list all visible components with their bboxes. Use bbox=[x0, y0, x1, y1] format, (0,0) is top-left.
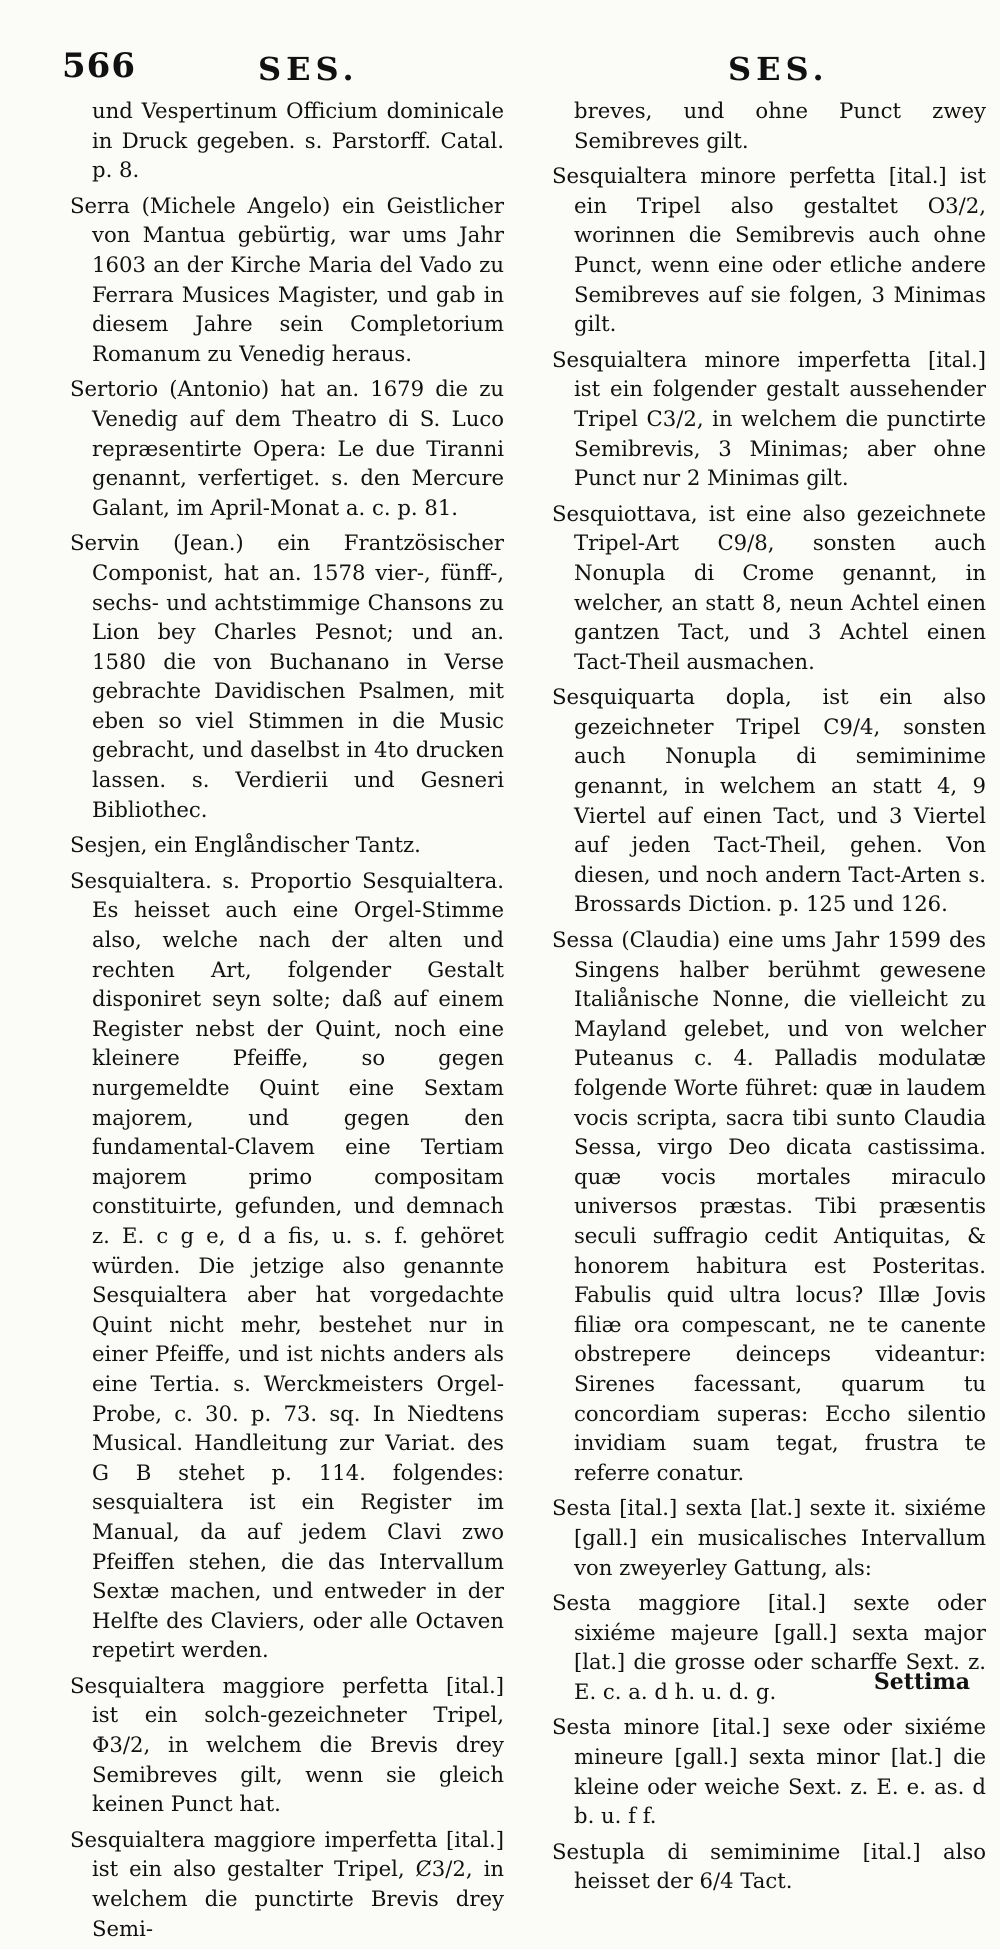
page-header bbox=[0, 40, 1000, 100]
page-number: 566 bbox=[62, 46, 136, 86]
entry-text: Servin (Jean.) ein Frantzösischer Componist, hat an. 1578 vier-, fünff-, sechs- und achtstimmige Chansons zu Lion bey Charles Pesnot; und an. 1580 die von Buchanano in Verse gebrachte Davidischen Psalmen, mit eben so viel Stimmen in die Music gebracht, und daselbst in 4to drucken lassen. s. Verdierii und Gesneri Bibliothec. bbox=[70, 530, 504, 822]
catchword: Settima bbox=[873, 1669, 970, 1695]
entry-text: Sesta minore [ital.] sexe oder sixiéme mineure [gall.] sexta minor [lat.] die kleine oder weiche Sext. z. E. e. as. d b. u. f f. bbox=[552, 1714, 986, 1829]
entry-text: Sesquialtera. s. Proportio Sesquialtera. Es heisset auch eine Orgel-Stimme also, welche nach der alten und rechten Art, folgender Gestalt disponiret seyn solte; daß auf einem Register nebst der Quint, noch eine kleinere Pfeiffe, so gegen nurgemeldte Quint eine Sextam majorem, und gegen den fundamental-Clavem eine Tertiam majorem primo compositam constituirte, gefunden, und demnach z. E. c g e, d a fis, u. s. f. gehöret würden. Die jetzige also genannte Sesquialtera aber hat vorgedachte Quint nicht mehr, bestehet nur in einer Pfeiffe, und ist nichts anders als eine Tertia. s. Werckmeisters Orgel-Probe, c. 30. p. 73. sq. In Niedtens Musical. Handleitung zur Variat. des G B stehet p. 114. folgendes: sesquialtera ist ein Register im Manual, da auf jedem Clavi zwo Pfeiffen stehen, die das Intervallum Sextæ machen, und entweder in der Helfte des Claviers, oder alle Octaven repetirt werden. bbox=[70, 867, 504, 1663]
entry-text: Serra (Michele Angelo) ein Geistlicher von Mantua gebürtig, war ums Jahr 1603 an der Kirche Maria del Vado zu Ferrara Musices Magister, und gab in diesem Jahre sein Completorium Romanum zu Venedig heraus. bbox=[70, 192, 504, 366]
entry-text: breves, und ohne Punct zwey Semibreves gilt. bbox=[574, 98, 986, 153]
entry-text: und Vespertinum Officium dominicale in Druck gegeben. s. Parstorff. Catal. p. 8. bbox=[92, 98, 504, 183]
entry-text: Sesta maggiore [ital.] sexte oder sixiéme majeure [gall.] sexta major [lat.] die grosse oder scharffe Sext. z. E. c. a. d h. u. d. g. bbox=[552, 1590, 986, 1704]
entry-text: Sessa (Claudia) eine ums Jahr 1599 des Singens halber berühmt gewesene Italiånische Nonne, die vielleicht zu Mayland gelebet, und von welcher Puteanus c. 4. Palladis modulatæ folgende Worte führet: quæ in laudem vocis scripta, sacra tibi sunto Claudia Sessa, virgo Deo dicata castissima. quæ vocis mortales miraculo universos præstas. Tibi præsentis seculi suffragio cedit Antiquitas, & honorem habitura est Posteritas. Fabulis quid ultra locus? Illæ Jovis filiæ ora compescant, ne te canente obstrepere deinceps videantur: Sirenes facessant, quarum tu concordiam superas: Eccho silentio invidiam suam tegat, frustra te referre conatur. bbox=[552, 927, 986, 1485]
entry-text: Sesquiottava, ist eine also gezeichnete Tripel-Art C9/8, sonsten auch Nonupla di Crome genannt, in welcher, an statt 8, neun Achtel einen gantzen Tact, und 3 Achtel einen Tact-Theil ausmachen. bbox=[552, 500, 986, 674]
entry-text: Sesjen, ein Englåndischer Tantz. bbox=[70, 832, 421, 858]
entry-text: Sesquialtera maggiore perfetta [ital.] ist ein solch-gezeichneter Tripel, Φ3/2, in welchem die Brevis drey Semibreves gilt, wenn sie gleich keinen Punct hat. bbox=[70, 1672, 504, 1817]
entry-text: Sesquialtera minore imperfetta [ital.] ist ein folgender gestalt aussehender Tripel C3/2, in welchem die punctirte Semibrevis, 3 Minimas; aber ohne Punct nur 2 Minimas gilt. bbox=[552, 346, 986, 491]
right-column bbox=[552, 96, 986, 1902]
entry-text: Sesquiquarta dopla, ist ein also gezeichneter Tripel C9/4, sonsten auch Nonupla di semiminime genannt, in welchem an statt 4, 9 Viertel auf einen Tact, und 3 Viertel auf jeden Tact-Theil, gehen. Von diesen, und noch andern Tact-Arten s. Brossards Diction. p. 125 und 126. bbox=[552, 684, 986, 917]
running-head-left: SES. bbox=[258, 50, 359, 88]
entry-text: Sestupla di semiminime [ital.] also heisset der 6/4 Tact. bbox=[552, 1838, 986, 1894]
entry-text: Sesta [ital.] sexta [lat.] sexte it. sixiéme [gall.] ein musicalisches Intervallum von zweyerley Gattung, als: bbox=[552, 1495, 986, 1580]
left-column bbox=[70, 96, 504, 1949]
running-head-right: SES. bbox=[728, 50, 829, 88]
entry-text: Sesquialtera maggiore imperfetta [ital.] ist ein also gestalter Tripel, Ȼ3/2, in welchem die punctirte Brevis drey Semi- bbox=[70, 1826, 504, 1941]
entry-text: Sertorio (Antonio) hat an. 1679 die zu Venedig auf dem Theatro di S. Luco repræsentirte Opera: Le due Tiranni genannt, verfertiget. s. den Mercure Galant, im April-Monat a. c. p. 81. bbox=[70, 376, 504, 520]
entry-text: Sesquialtera minore perfetta [ital.] ist ein Tripel also gestaltet O3/2, worinnen die Semibrevis auch ohne Punct, wenn eine oder etliche andere Semibreves auf sie folgen, 3 Minimas gilt. bbox=[552, 163, 986, 337]
